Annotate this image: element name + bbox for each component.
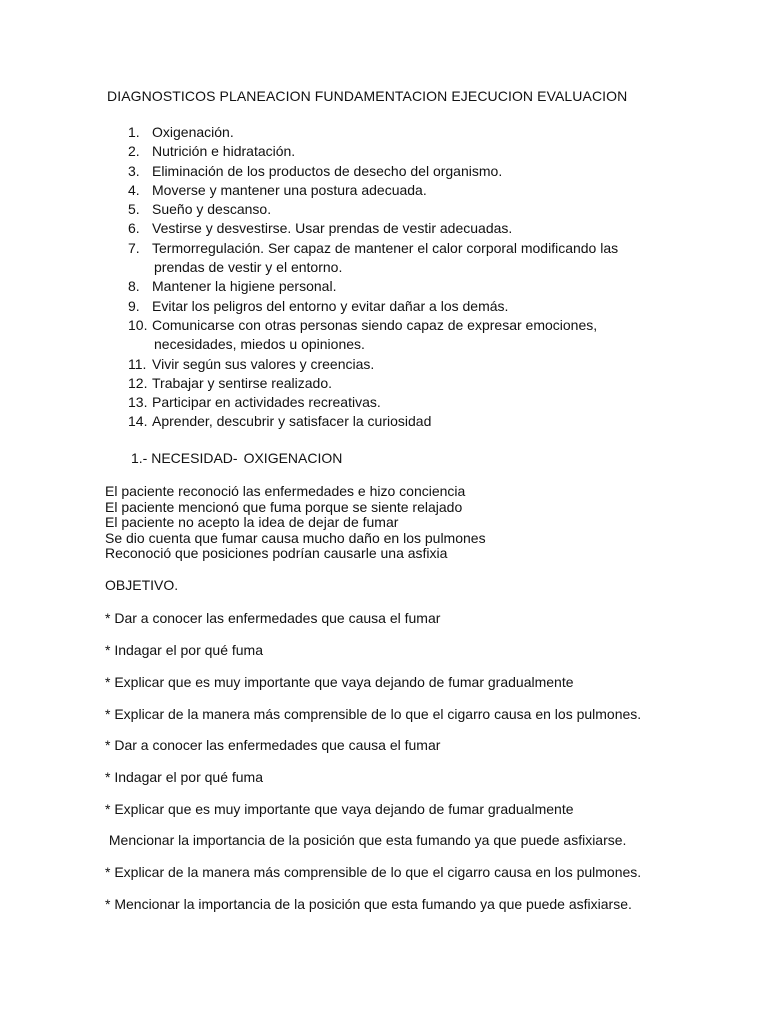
objective-line: * Indagar el por qué fuma — [105, 642, 263, 658]
list-text: Vivir según sus valores y creencias. — [152, 355, 375, 372]
list-item — [128, 200, 654, 219]
list-number: 7. — [128, 239, 140, 256]
objective-line: * Dar a conocer las enfermedades que causa el fumar — [105, 610, 441, 626]
necesidad-heading — [131, 450, 342, 466]
needs-list — [128, 123, 654, 432]
list-item — [128, 277, 654, 296]
observation-line: Reconoció que posiciones podrían causarle una asfixia — [105, 545, 448, 562]
list-item — [128, 239, 654, 258]
list-text: Sueño y descanso. — [152, 201, 272, 218]
list-number: 5. — [128, 201, 140, 218]
objective-line: * Dar a conocer las enfermedades que causa el fumar — [105, 737, 441, 753]
list-item — [128, 162, 654, 181]
list-item — [128, 412, 654, 431]
list-number: 9. — [128, 297, 140, 314]
list-number: 4. — [128, 181, 140, 198]
list-text: Termorregulación. Ser capaz de mantener el calor corporal modificando las — [152, 239, 619, 256]
necesidad-prefix: 1.- NECESIDAD- — [131, 450, 238, 466]
list-number: 12. — [128, 374, 148, 391]
objetivo-title: OBJETIVO. — [105, 577, 179, 593]
list-item-continuation — [128, 258, 654, 277]
list-text: Participar en actividades recreativas. — [152, 394, 381, 411]
list-item — [128, 316, 654, 335]
observations-paragraph — [105, 484, 486, 562]
list-item-continuation — [128, 335, 654, 354]
list-item — [128, 142, 654, 161]
necesidad-name: OXIGENACION — [243, 450, 343, 466]
list-text: Aprender, descubrir y satisfacer la curiosidad — [152, 413, 432, 430]
list-number: 2. — [128, 143, 140, 160]
list-number: 8. — [128, 278, 140, 295]
document-heading: DIAGNOSTICOS PLANEACION FUNDAMENTACION EJECUCION EVALUACION — [107, 88, 628, 104]
list-number: 6. — [128, 220, 140, 237]
objective-line: * Explicar que es muy importante que vaya dejando de fumar gradualmente — [105, 801, 574, 817]
list-item — [128, 181, 654, 200]
list-text: Oxigenación. — [152, 124, 234, 140]
observation-line: Se dio cuenta que fumar causa mucho daño en los pulmones — [105, 529, 486, 546]
list-text: Mantener la higiene personal. — [152, 278, 337, 295]
list-number: 13. — [128, 394, 148, 411]
observation-line: El paciente no acepto la idea de dejar de fumar — [105, 514, 399, 531]
observation-line: El paciente mencionó que fuma porque se siente relajado — [105, 498, 463, 515]
list-text: Vestirse y desvestirse. Usar prendas de vestir adecuadas. — [152, 220, 513, 237]
list-text: Nutrición e hidratación. — [152, 143, 296, 160]
list-text: Comunicarse con otras personas siendo capaz de expresar emociones, — [152, 316, 598, 333]
list-number: 10. — [128, 316, 148, 333]
list-item — [128, 393, 654, 412]
list-text: Moverse y mantener una postura adecuada. — [152, 181, 427, 198]
objective-line: * Mencionar la importancia de la posición que esta fumando ya que puede asfixiarse. — [105, 896, 632, 912]
list-item — [128, 355, 654, 374]
observation-line: El paciente reconoció las enfermedades e hizo conciencia — [105, 483, 466, 499]
list-number: 3. — [128, 162, 140, 179]
objective-line: * Explicar que es muy importante que vaya dejando de fumar gradualmente — [105, 674, 574, 690]
list-text: prendas de vestir y el entorno. — [154, 259, 343, 276]
list-item — [128, 123, 654, 142]
list-text: necesidades, miedos u opiniones. — [154, 336, 365, 353]
list-text: Trabajar y sentirse realizado. — [152, 374, 333, 391]
list-text: Eliminación de los productos de desecho del organismo. — [152, 162, 503, 179]
objective-line: Mencionar la importancia de la posición que esta fumando ya que puede asfixiarse. — [105, 832, 627, 848]
objective-line: * Indagar el por qué fuma — [105, 769, 263, 785]
list-number: 14. — [128, 413, 148, 430]
list-item — [128, 297, 654, 316]
objective-line: * Explicar de la manera más comprensible de lo que el cigarro causa en los pulmones. — [105, 706, 642, 722]
list-item — [128, 219, 654, 238]
objective-line: * Explicar de la manera más comprensible de lo que el cigarro causa en los pulmones. — [105, 864, 642, 880]
list-number: 11. — [128, 355, 147, 372]
list-text: Evitar los peligros del entorno y evitar dañar a los demás. — [152, 297, 509, 314]
list-number: 1. — [128, 124, 140, 140]
list-item — [128, 374, 654, 393]
